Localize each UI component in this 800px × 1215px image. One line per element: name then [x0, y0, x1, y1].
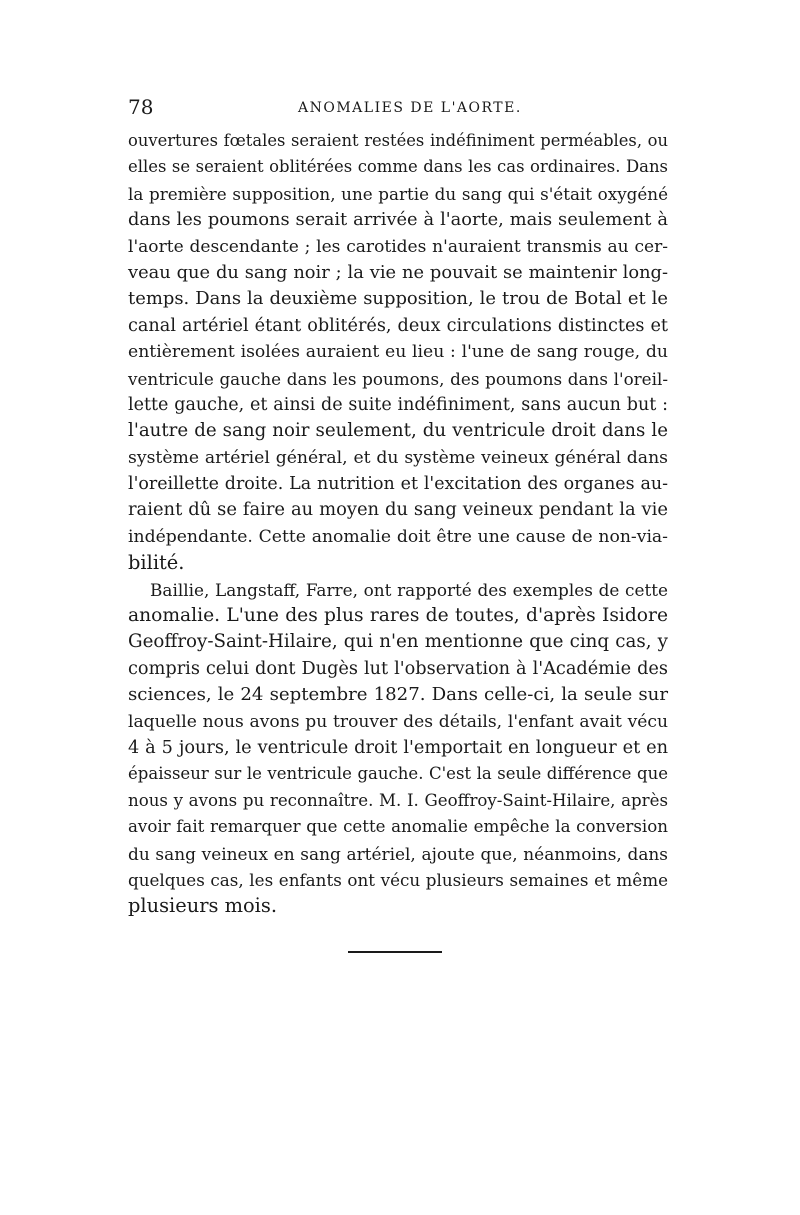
- text-line: quelques cas, les enfants ont vécu plusieurs semaines et même: [128, 869, 668, 890]
- text-line: la première supposition, une partie du sang qui s'était oxygéné: [128, 183, 668, 204]
- text-line: du sang veineux en sang artériel, ajoute que, néanmoins, dans: [128, 843, 668, 864]
- text-line: veau que du sang noir ; la vie ne pouvait se maintenir long-: [128, 261, 668, 283]
- text-line: compris celui dont Dugès lut l'observation à l'Académie des: [128, 658, 668, 679]
- text-line: lette gauche, et ainsi de suite indéfiniment, sans aucun but :: [128, 394, 668, 415]
- text-line: Baillie, Langstaff, Farre, ont rapporté des exemples de cette: [150, 579, 668, 600]
- text-line: Geoffroy-Saint-Hilaire, qui n'en mentionne que cinq cas, y: [128, 631, 668, 653]
- body-text: [128, 128, 668, 920]
- text-line: sciences, le 24 septembre 1827. Dans celle-ci, la seule sur: [128, 684, 668, 706]
- text-line: avoir fait remarquer que cette anomalie empêche la conversion: [128, 817, 668, 837]
- running-title: ANOMALIES DE L'AORTE.: [298, 100, 522, 116]
- text-line: épaisseur sur le ventricule gauche. C'est la seule différence que: [128, 764, 668, 784]
- running-head: [128, 94, 668, 120]
- section-divider-rule: [348, 951, 442, 953]
- paragraph-2: [128, 577, 668, 920]
- text-line: canal artériel étant oblitérés, deux circulations distinctes et: [128, 315, 668, 336]
- text-line: système artériel général, et du système veineux général dans: [128, 447, 668, 468]
- text-line: indépendante. Cette anomalie doit être une cause de non-via-: [128, 526, 668, 547]
- text-line: 4 à 5 jours, le ventricule droit l'emportait en longueur et en: [128, 737, 668, 758]
- text-line: raient dû se faire au moyen du sang veineux pendant la vie: [128, 499, 668, 521]
- text-line: l'aorte descendante ; les carotides n'auraient transmis au cer-: [128, 236, 668, 257]
- text-line: plusieurs mois.: [128, 894, 277, 918]
- text-line: anomalie. L'une des plus rares de toutes, d'après Isidore: [128, 605, 668, 627]
- text-line: ventricule gauche dans les poumons, des poumons dans l'oreil-: [128, 368, 668, 389]
- text-line: nous y avons pu reconnaître. M. I. Geoffroy-Saint-Hilaire, après: [128, 790, 668, 810]
- text-line: bilité.: [128, 551, 185, 575]
- text-line: entièrement isolées auraient eu lieu : l'une de sang rouge, du: [128, 342, 668, 363]
- text-line: elles se seraient oblitérées comme dans les cas ordinaires. Dans: [128, 157, 668, 177]
- page-number: 78: [128, 95, 154, 119]
- text-line: laquelle nous avons pu trouver des détails, l'enfant avait vécu: [128, 711, 668, 732]
- text-line: temps. Dans la deuxième supposition, le trou de Botal et le: [128, 288, 668, 310]
- text-line: l'autre de sang noir seulement, du ventricule droit dans le: [128, 420, 668, 442]
- text-line: dans les poumons serait arrivée à l'aorte, mais seulement à: [128, 209, 668, 231]
- text-line: ouvertures fœtales seraient restées indéfiniment perméables, ou: [128, 131, 668, 150]
- paragraph-1: [128, 128, 668, 577]
- text-line: l'oreillette droite. La nutrition et l'excitation des organes au-: [128, 474, 668, 495]
